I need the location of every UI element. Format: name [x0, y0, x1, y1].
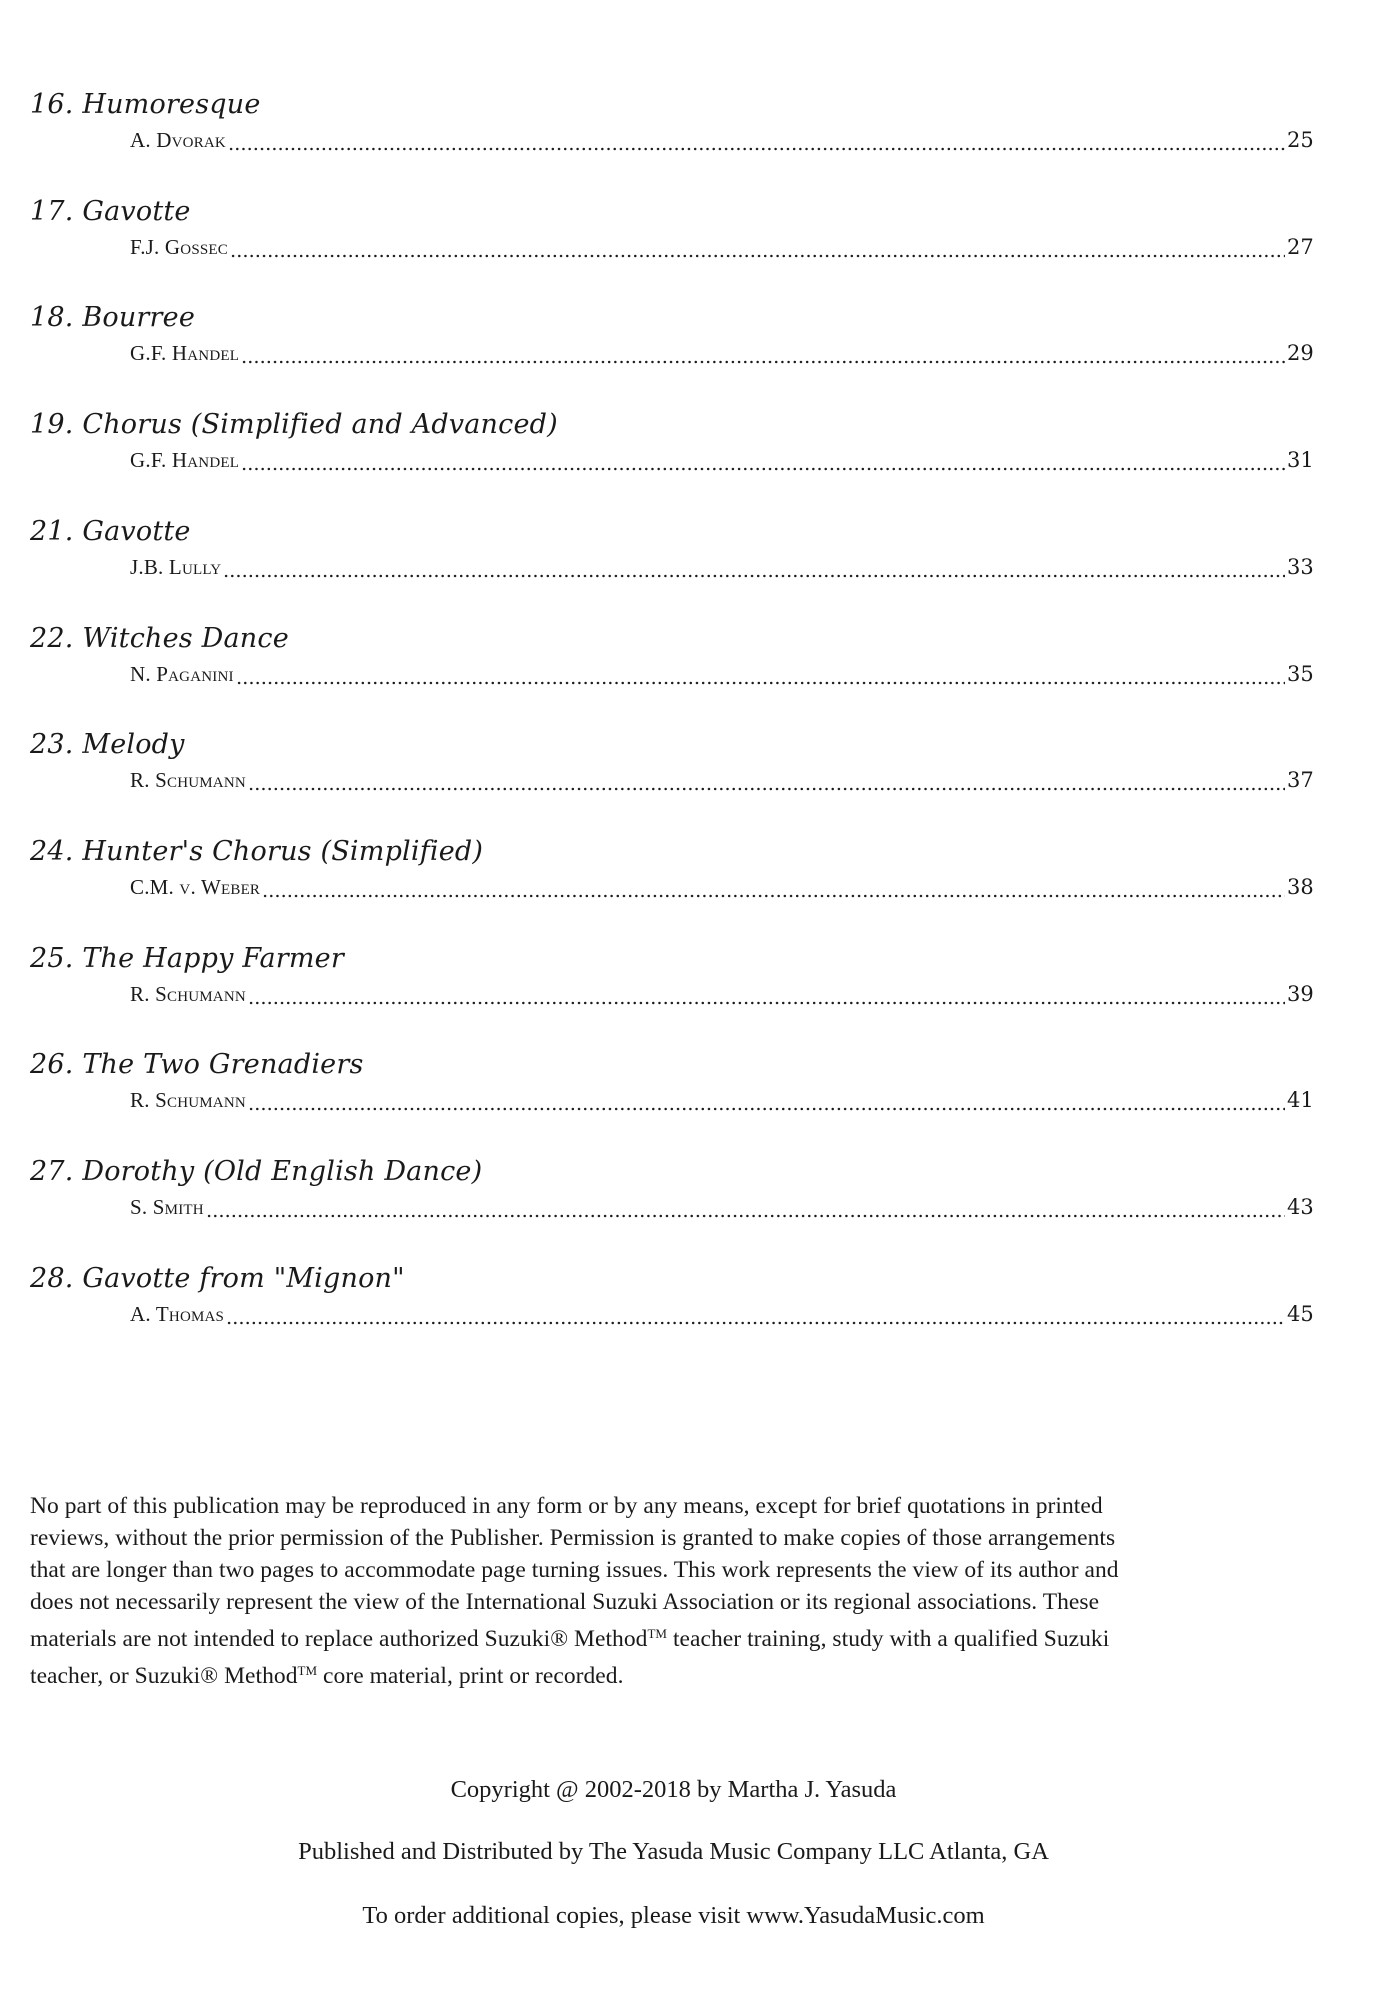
page-number: 27 — [1287, 234, 1314, 259]
piece-title — [30, 195, 191, 229]
composer-name: R. Schumann — [130, 981, 246, 1006]
piece-title — [30, 835, 483, 869]
dot-leader — [248, 1107, 1285, 1111]
composer-name: J.B. Lully — [130, 554, 222, 579]
composer-row — [130, 341, 1317, 371]
composer-row — [130, 448, 1317, 478]
page-number: 37 — [1287, 768, 1314, 793]
disclaimer-line: reviews, without the prior permission of the Publisher. Permission is granted to make copies of those arrangements — [30, 1525, 1116, 1551]
piece-name: Dorothy (Old English Dance) — [82, 1156, 483, 1187]
composer-name: G.F. Handel — [130, 341, 240, 366]
dot-leader — [241, 360, 1285, 364]
page-number: 25 — [1287, 128, 1314, 152]
piece-title — [30, 408, 558, 442]
toc-entry — [0, 728, 1377, 828]
page-number: 41 — [1287, 1088, 1314, 1113]
dot-leader — [226, 1321, 1285, 1325]
copyright-notice: Copyright @ 2002-2018 by Martha J. Yasuda — [450, 1776, 897, 1803]
piece-name: Hunter's Chorus (Simplified) — [82, 835, 484, 867]
piece-number: 23. — [30, 729, 74, 761]
composer-row — [130, 555, 1317, 585]
piece-name: Humoresque — [82, 89, 261, 120]
disclaimer-line: that are longer than two pages to accommodate page turning issues. This work represents the view of its author and — [30, 1557, 1119, 1583]
piece-title — [30, 301, 195, 335]
toc-entry — [0, 1262, 1377, 1362]
order-notice: To order additional copies, please visit www.YasudaMusic.com — [362, 1902, 985, 1929]
dot-leader — [236, 681, 1285, 685]
disclaimer-line: No part of this publication may be reproduced in any form or by any means, except for brief quotations in printed — [30, 1493, 1103, 1519]
piece-number: 28. — [30, 1262, 74, 1294]
dot-leader — [241, 467, 1285, 471]
composer-row — [130, 982, 1317, 1012]
piece-name: The Happy Farmer — [82, 942, 344, 974]
disclaimer-text: teacher training, study with a qualified Suzuki — [667, 1626, 1110, 1652]
composer-row — [130, 128, 1317, 158]
piece-title — [30, 515, 191, 549]
piece-title — [30, 1048, 364, 1082]
toc-entry — [0, 301, 1377, 401]
piece-title — [30, 728, 185, 762]
piece-name: Bourree — [82, 302, 196, 334]
toc-entry — [0, 1048, 1377, 1148]
disclaimer-text: materials are not intended to replace authorized Suzuki® Method — [30, 1626, 648, 1652]
composer-row — [130, 1088, 1317, 1118]
disclaimer-line — [30, 1618, 1302, 1655]
piece-number: 22. — [30, 622, 74, 654]
toc-entry — [0, 942, 1377, 1042]
composer-row — [130, 662, 1317, 692]
piece-name: The Two Grenadiers — [82, 1049, 364, 1081]
piece-title — [30, 1155, 482, 1189]
dot-leader — [248, 1001, 1285, 1005]
piece-name: Chorus (Simplified and Advanced) — [82, 409, 558, 441]
disclaimer-text: core material, print or recorded. — [317, 1663, 624, 1689]
piece-number: 27. — [30, 1156, 74, 1187]
dot-leader — [248, 787, 1285, 791]
piece-number: 16. — [30, 89, 74, 120]
disclaimer-line — [30, 1655, 1302, 1692]
dot-leader — [230, 254, 1285, 258]
dot-leader — [206, 1214, 1285, 1218]
composer-name: A. Dvorak — [130, 128, 226, 152]
composer-row — [130, 1195, 1317, 1225]
dot-leader — [262, 894, 1285, 898]
composer-row — [130, 235, 1317, 265]
piece-title — [30, 88, 261, 122]
piece-number: 25. — [30, 942, 74, 974]
disclaimer-line: does not necessarily represent the view of the International Suzuki Association or its regional associations. These — [30, 1589, 1100, 1615]
composer-name: R. Schumann — [130, 768, 246, 793]
trademark-mark: TM — [647, 1626, 668, 1641]
page-number: 31 — [1287, 448, 1314, 473]
toc-entry — [0, 1155, 1377, 1255]
composer-name: F.J. Gossec — [130, 234, 228, 259]
piece-number: 21. — [30, 515, 74, 547]
composer-row — [130, 1302, 1317, 1332]
page-number: 29 — [1287, 341, 1314, 366]
trademark-mark: TM — [297, 1663, 318, 1678]
page-number: 33 — [1287, 554, 1314, 579]
piece-number: 18. — [30, 302, 74, 334]
composer-name: A. Thomas — [130, 1301, 225, 1326]
composer-name: G.F. Handel — [130, 448, 240, 473]
page-number: 39 — [1287, 981, 1314, 1006]
page-number: 38 — [1287, 874, 1314, 899]
copyright-disclaimer — [30, 1490, 1302, 1692]
piece-number: 17. — [30, 195, 74, 227]
piece-title — [30, 1262, 405, 1296]
composer-name: R. Schumann — [130, 1088, 246, 1113]
dot-leader — [228, 147, 1285, 151]
composer-name: N. Paganini — [130, 661, 234, 686]
composer-row — [130, 768, 1317, 798]
piece-number: 24. — [30, 835, 74, 867]
piece-name: Gavotte from "Mignon" — [82, 1262, 405, 1294]
piece-number: 19. — [30, 409, 74, 441]
composer-name: S. Smith — [130, 1195, 204, 1219]
piece-name: Witches Dance — [82, 622, 289, 654]
piece-title — [30, 622, 289, 656]
composer-row — [130, 875, 1317, 905]
piece-name: Gavotte — [82, 515, 191, 547]
dot-leader — [223, 574, 1285, 578]
toc-entry — [0, 408, 1377, 508]
toc-entry — [0, 515, 1377, 615]
page-number: 43 — [1287, 1195, 1314, 1219]
piece-title — [30, 942, 344, 976]
piece-number: 26. — [30, 1049, 74, 1081]
piece-name: Melody — [82, 729, 185, 761]
composer-name: C.M. v. Weber — [130, 874, 261, 899]
piece-name: Gavotte — [82, 195, 191, 227]
toc-entry — [0, 835, 1377, 935]
toc-entry — [0, 88, 1377, 188]
publisher-notice: Published and Distributed by The Yasuda Music Company LLC Atlanta, GA — [298, 1838, 1049, 1865]
toc-entry — [0, 195, 1377, 295]
page-number: 35 — [1287, 661, 1314, 686]
toc-entry — [0, 622, 1377, 722]
disclaimer-text: teacher, or Suzuki® Method — [30, 1663, 298, 1689]
page-number: 45 — [1287, 1301, 1314, 1326]
